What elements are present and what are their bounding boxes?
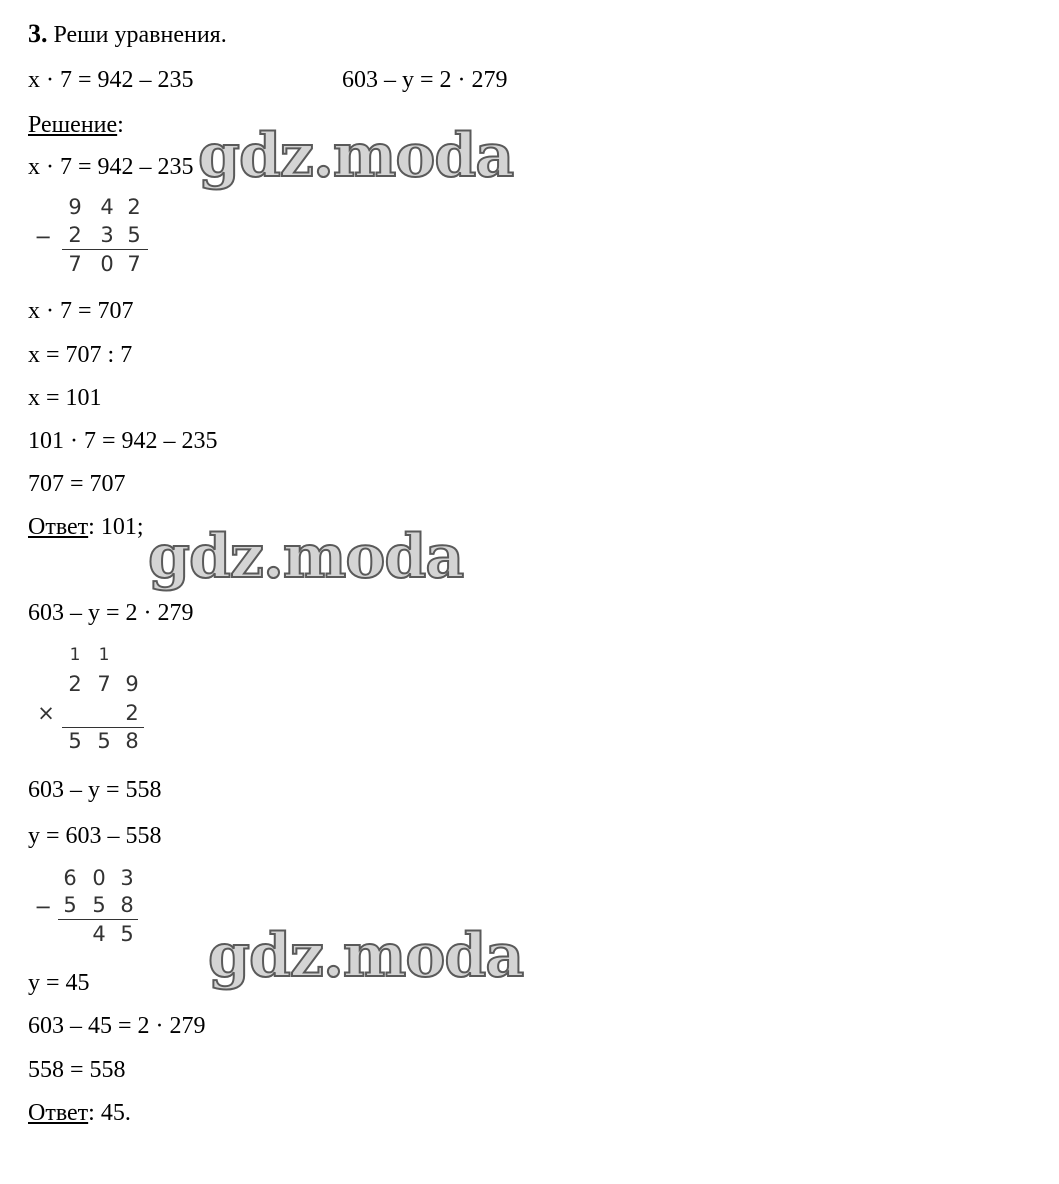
answer-value: : 45. [88,1100,131,1126]
task-equation-1: x · 7 = 942 – 235 [28,67,194,93]
part1-step: 101 · 7 = 942 – 235 [28,428,218,454]
part2-answer [28,1099,131,1127]
digit: 3 [100,223,114,247]
minus-sign: − [34,895,52,919]
digit: 2 [125,701,139,725]
task-heading [28,20,227,49]
task-number: 3. [28,19,48,48]
answer-value: : 101; [88,514,144,540]
watermark-logo: gdz.moda [148,522,464,592]
part1-answer [28,513,144,541]
carry-digit: 1 [69,645,81,665]
watermark-logo: gdz.moda [208,921,524,991]
digit: 5 [127,223,141,247]
part2-step: 603 – 45 = 2 · 279 [28,1013,206,1039]
minus-sign: − [34,225,52,249]
digit: 0 [100,252,114,276]
task-title: Реши уравнения. [53,22,227,48]
solution-heading [28,111,124,139]
part2-step: y = 45 [28,970,90,996]
answer-label: Ответ [28,514,89,540]
part1-column-subtraction [28,195,168,285]
result-line [62,249,148,250]
part2-step: 558 = 558 [28,1057,126,1083]
watermark-logo: gdz.moda [198,121,514,191]
digit: 5 [68,729,82,753]
digit: 5 [97,729,111,753]
part2-step: 603 – y = 558 [28,777,162,803]
part1-step: x = 707 : 7 [28,342,133,368]
digit: 4 [100,195,114,219]
part2-step: y = 603 – 558 [28,823,162,849]
digit: 9 [68,195,82,219]
digit: 7 [97,672,111,696]
digit: 5 [120,922,134,946]
part1-step: 707 = 707 [28,471,126,497]
digit: 2 [127,195,141,219]
result-line [58,919,138,920]
digit: 5 [92,893,106,917]
part1-step: x = 101 [28,385,102,411]
multiply-sign: × [37,701,55,725]
digit: 7 [127,252,141,276]
result-line [62,727,144,728]
digit: 4 [92,922,106,946]
part2-column-subtraction [28,866,168,951]
carry-digit: 1 [98,645,110,665]
digit: 6 [63,866,77,890]
part2-equation: 603 – y = 2 · 279 [28,600,194,626]
task-equation-2: 603 – y = 2 · 279 [342,67,508,93]
digit: 5 [63,893,77,917]
digit: 2 [68,672,82,696]
answer-label: Ответ [28,1100,89,1126]
solution-label: Решение [28,112,118,138]
digit: 2 [68,223,82,247]
part2-column-multiplication [28,643,168,758]
part1-equation: x · 7 = 942 – 235 [28,154,194,180]
digit: 8 [125,729,139,753]
digit: 8 [120,893,134,917]
digit: 3 [120,866,134,890]
digit: 0 [92,866,106,890]
digit: 9 [125,672,139,696]
solution-colon: : [117,112,124,138]
part1-step: x · 7 = 707 [28,298,134,324]
digit: 7 [68,252,82,276]
